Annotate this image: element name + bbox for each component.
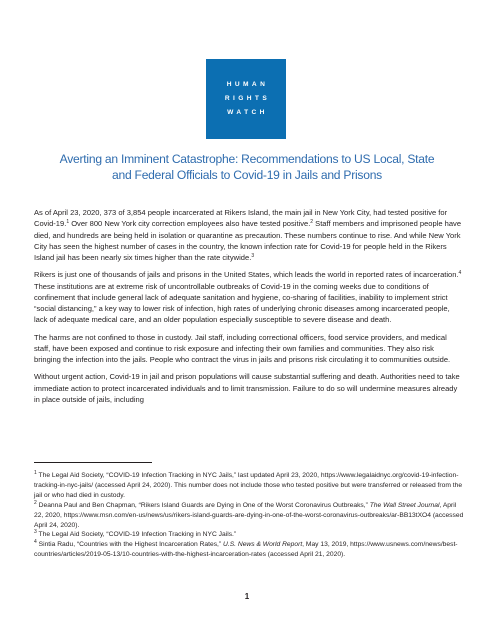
footnote-text: The Legal Aid Society, “COVID-19 Infection Tracking in NYC Jails,” last updated April 23, 2020, https://www.legalaidnyc.org/covid-19-infection-tracking-in-nyc-jails/ (accessed April 24, 2020). This number does not include those who tested positive but were transferred or released from the jail or who had died in custody. [34,472,463,499]
footnote-number: 4 [34,539,37,546]
paragraph-2-text-b: These institutions are at extreme risk of uncontrollable outbreaks of Covid-19 in the coming weeks due to conditions of confinement that include general lack of adequate sanitation and hygiene, co-sharing of facilities, inability to implement strict “social distancing,” a key way to lower risk of infection, high rates of underlying chronic diseases among incarcerated people, lack of adequate medical care, and an older population especially susceptible to severe disease and death. [34,281,450,325]
footnote-ref-1[interactable]: 1 [66,219,70,226]
footnote-ref-2[interactable]: 2 [310,219,314,226]
paragraph-1-text-a: As of April 23, 2020, 373 of 3,854 people incarcerated at Rikers Island, the main jail in New York City, had tested positive for Covid-19. [34,208,448,229]
paragraph-4: Without urgent action, Covid-19 in jail and prison populations will cause substantial suffering and death. Authorities need to take immediate action to protect incarcerated individuals and to limit transmission. Failure to do so will undermine measures already in place outside of jails, including [34,372,460,404]
publication-name: U.S. News & World Report [223,541,303,549]
footnote-ref-4[interactable]: 4 [458,270,462,277]
paragraph-1 [34,207,462,263]
footnote-2 [34,501,464,531]
document-title [48,151,446,183]
footnote-4 [34,540,464,560]
logo-line-rights: RIGHTS [224,95,271,102]
title-line-2: and Federal Officials to Covid-19 in Jails and Prisons [112,168,382,182]
logo-line-human: HUMAN [226,81,269,88]
footnote-text: Deanna Paul and Ben Chapman, “Rikers Island Guards are Dying in One of the Worst Coronavirus Outbreaks,” [36,501,370,509]
footnote-number: 2 [34,499,37,506]
footnote-text: , May 13, 2019, https://www.usnews.com/news/best-countries/articles/2019-05-13/10-countries-with-the-highest-incarceration-rates (accessed April 21, 2020). [34,541,458,559]
hrw-logo [206,59,286,139]
footnote-text: , April 22, 2020, https://www.msn.com/en-us/news/us/rikers-island-guards-are-dying-in-one-of-the-worst-coronavirus-outbreaks/ar-BB13tXO4 (accessed April 24, 2020). [34,501,464,529]
footnote-number: 1 [34,470,37,476]
paragraph-1-text-c: Staff members and imprisoned people have died, and hundreds are being held in isolation or quarantine as precaution. These numbers continue to rise. And while New York City has seen the highest number of cases in the country, the known infection rate for Covid-19 for people held in the Rikers Island jail has been nearly six times higher than the rate citywide. [34,219,462,262]
logo-line-watch: WATCH [227,109,268,116]
paragraph-3: The harms are not confined to those in custody. Jail staff, including correctional officers, food service providers, and medical staff, have been exposed and continue to risk exposure and infecting their own families and communities. They also risk bringing the infection into the jails. People who contract the virus in jails and prisons risk circulating it to communities outside. [34,332,451,364]
footnote-text: Sintia Radu, “Countries with the Highest Incarceration Rates,” [36,541,224,549]
footnote-divider [34,462,152,463]
title-line-1: Averting an Imminent Catastrophe: Recommendations to US Local, State [59,152,435,166]
footnotes [34,471,464,560]
body-text [34,207,462,411]
footnote-number: 3 [34,529,37,536]
footnote-1 [34,471,464,501]
footnote-ref-3[interactable]: 3 [251,253,255,259]
publication-name: The Wall Street Journal [369,501,440,509]
footnote-text: The Legal Aid Society, “COVID-19 Infection Tracking in NYC Jails.” [36,531,237,539]
paragraph-2 [34,269,462,325]
page-number: 1 [244,592,250,601]
paragraph-2-text-a: Rikers is just one of thousands of jails and prisons in the United States, which leads the world in reported rates of incarceration. [34,270,459,280]
footnote-3 [34,530,464,540]
paragraph-1-text-b: Over 800 New York city correction employees also have tested positive. [69,219,311,229]
